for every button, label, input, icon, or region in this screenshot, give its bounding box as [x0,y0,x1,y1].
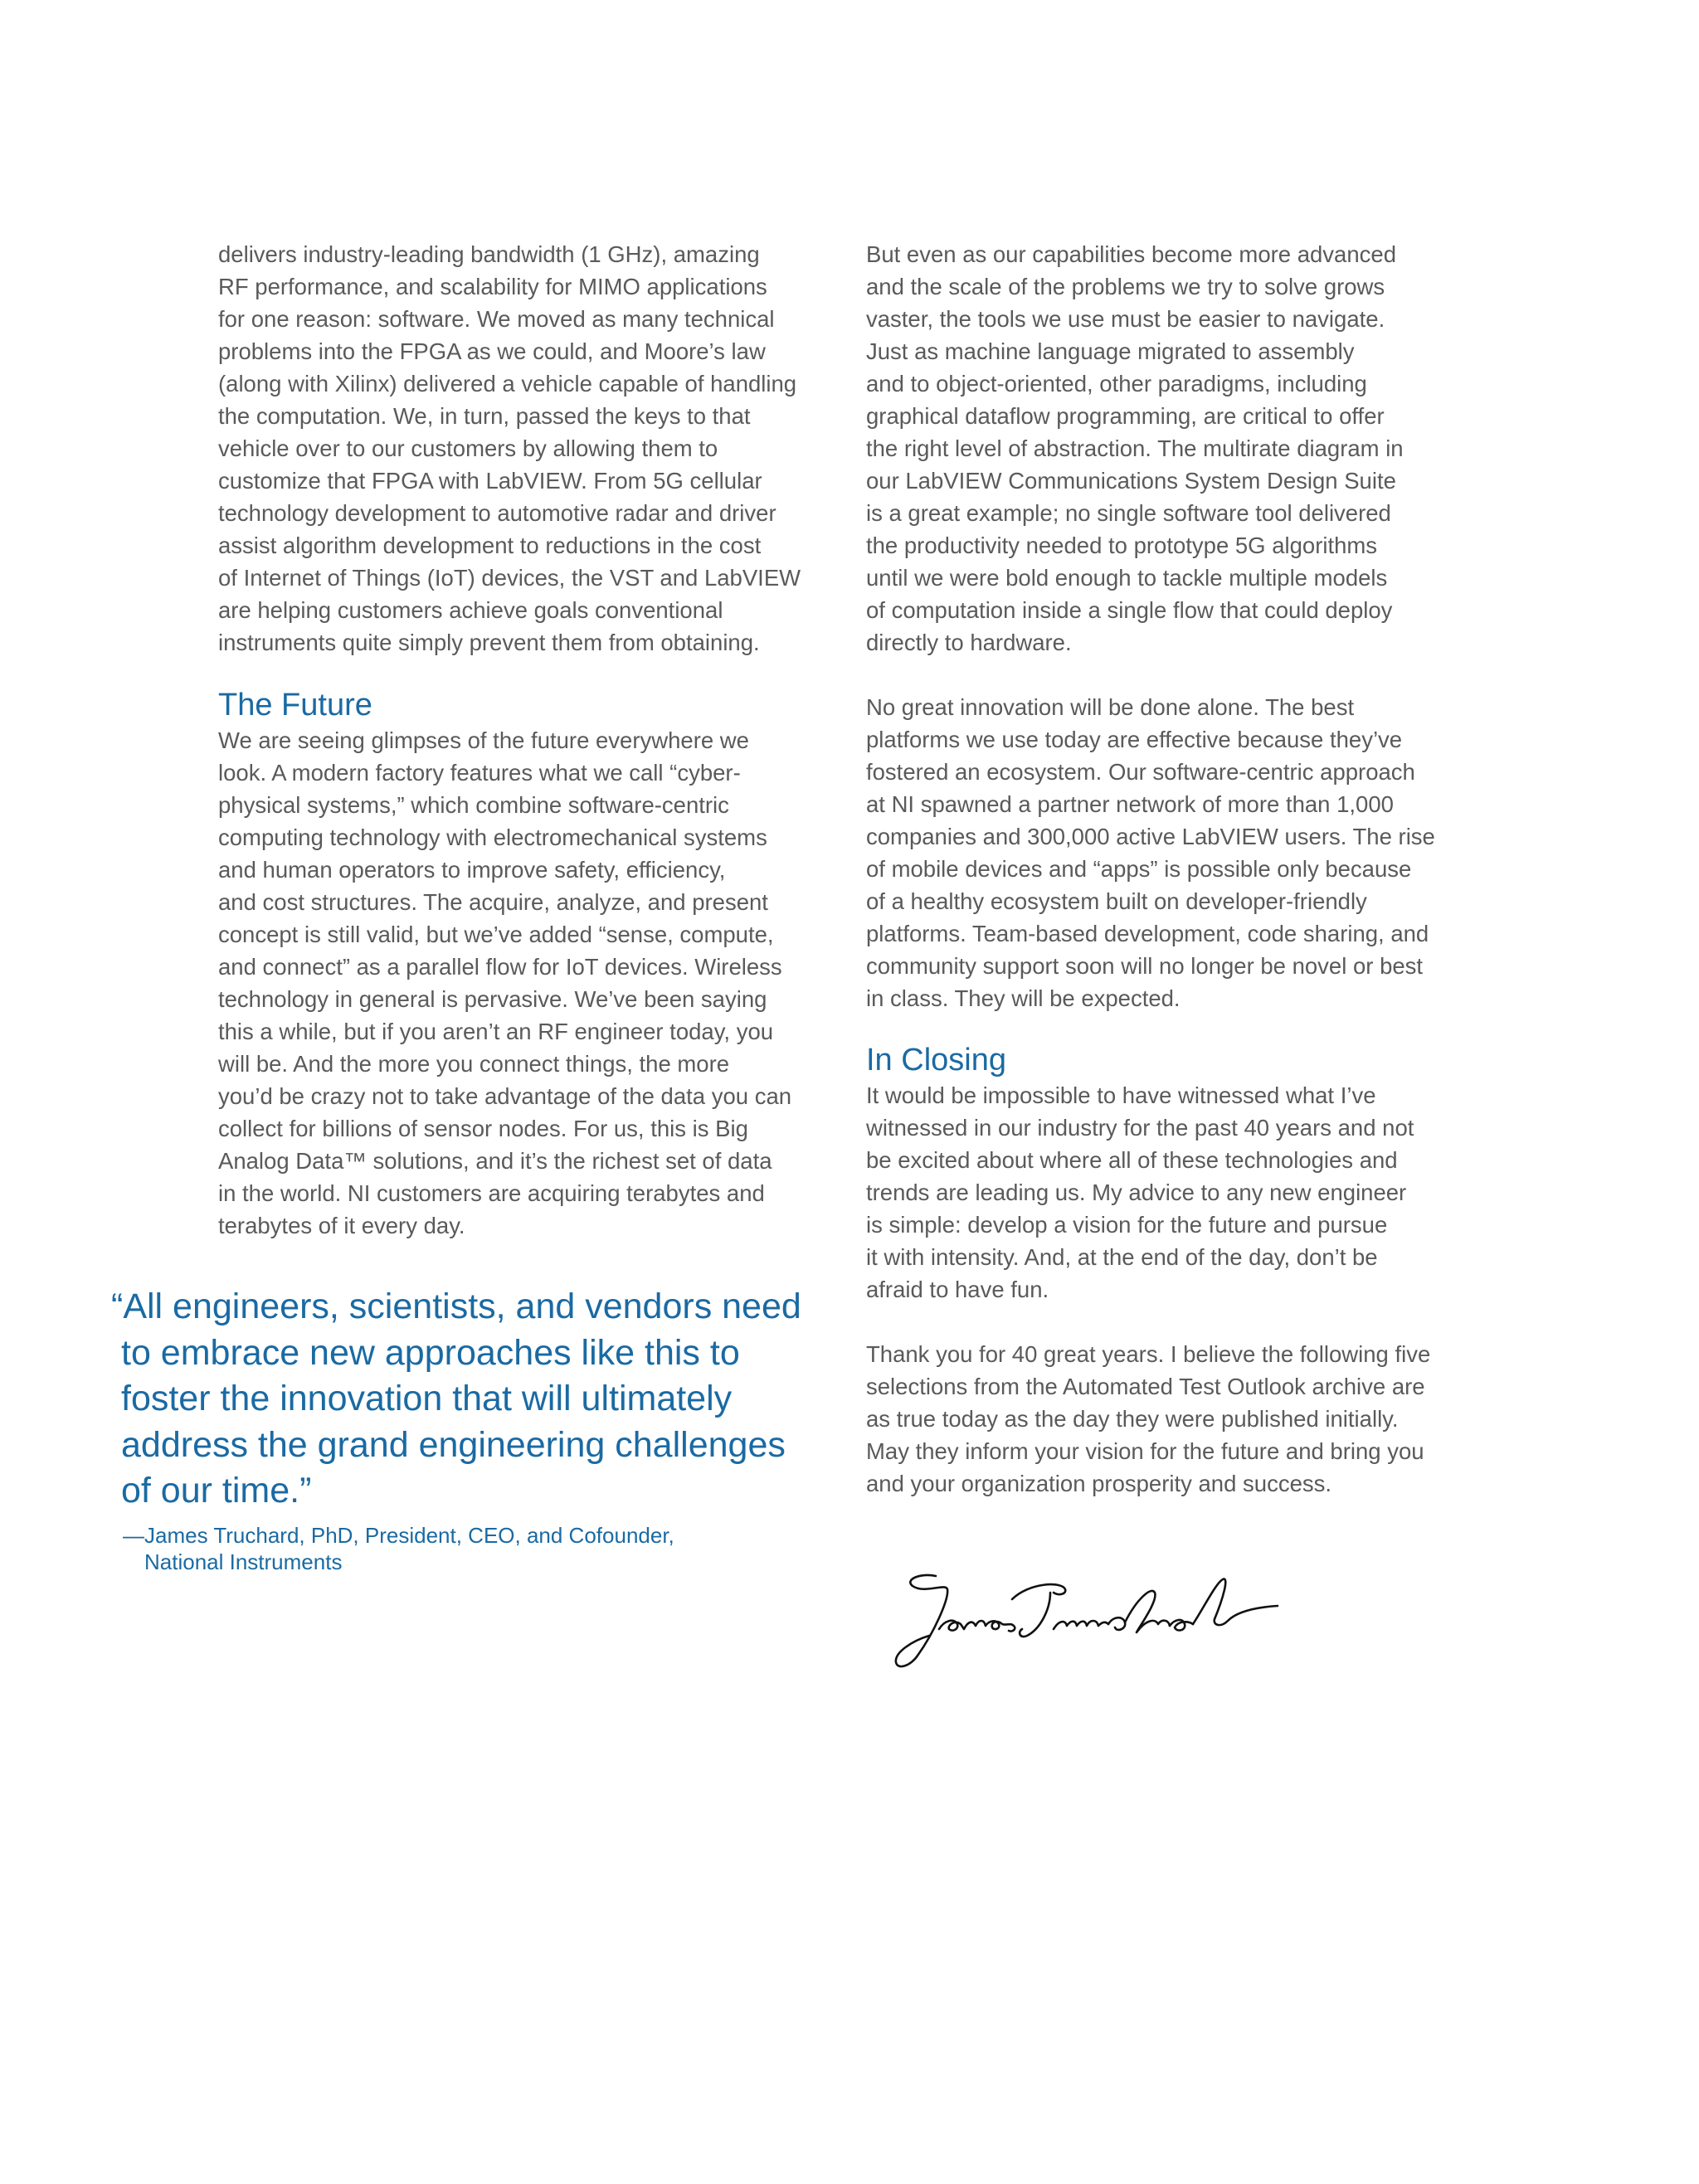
pull-quote-line: “All engineers, scientists, and vendors need [111,1287,801,1326]
text-line: the computation. We, in turn, passed the keys to that [218,403,751,429]
closing-paragraph [866,1079,1497,1306]
text-line: (along with Xilinx) delivered a vehicle capable of handling [218,371,797,396]
text-line: assist algorithm development to reductions in the cost [218,533,762,558]
text-line: No great innovation will be done alone. The best [866,694,1355,720]
text-line: platforms we use today are effective because they’ve [866,727,1403,752]
text-line: of computation inside a single flow that could deploy [866,597,1393,623]
section-heading-future: The Future [218,688,372,722]
text-line: customize that FPGA with LabVIEW. From 5G cellular [218,468,762,494]
pull-quote-line: to embrace new approaches like this to [121,1332,740,1373]
text-line: witnessed in our industry for the past 40 years and not [866,1115,1414,1141]
quote-attribution [123,1522,869,1575]
text-line: Analog Data™ solutions, and it’s the richest set of data [218,1148,772,1174]
text-line: terabytes of it every day. [218,1213,465,1238]
text-line: platforms. Team-based development, code sharing, and [866,921,1429,946]
text-line: community support soon will no longer be novel or best [866,953,1424,979]
text-line: in the world. NI customers are acquiring terabytes and [218,1180,765,1206]
text-line: is simple: develop a vision for the future and pursue [866,1212,1388,1238]
text-line: But even as our capabilities become more advanced [866,241,1396,267]
text-line: physical systems,” which combine software-centric [218,792,729,818]
pull-quote [111,1284,841,1515]
pull-quote-line: of our time.” [121,1471,312,1510]
text-line: fostered an ecosystem. Our software-centric approach [866,759,1415,785]
text-line: and your organization prosperity and success. [866,1471,1332,1496]
text-line: and to object-oriented, other paradigms, including [866,371,1367,396]
text-line: directly to hardware. [866,630,1072,655]
text-line: May they inform your vision for the future and bring you [866,1438,1424,1464]
text-line: at NI spawned a partner network of more than 1,000 [866,791,1394,817]
text-line: are helping customers achieve goals conventional [218,597,723,623]
attribution-line: —James Truchard, PhD, President, CEO, and Cofounder, [123,1523,674,1548]
text-line: We are seeing glimpses of the future everywhere we [218,727,749,753]
text-line: of a healthy ecosystem built on developer-friendly [866,888,1367,914]
text-line: technology in general is pervasive. We’ve been saying [218,986,767,1012]
text-line: concept is still valid, but we’ve added “sense, compute, [218,922,774,947]
text-line: of Internet of Things (IoT) devices, the VST and LabVIEW [218,565,801,591]
text-line: and the scale of the problems we try to solve grows [866,274,1385,299]
pull-quote-line: address the grand engineering challenges [121,1424,786,1465]
text-line: delivers industry-leading bandwidth (1 GHz), amazing [218,241,760,267]
text-line: until we were bold enough to tackle multiple models [866,565,1388,591]
ecosystem-paragraph [866,691,1497,1014]
text-line: look. A modern factory features what we call “cyber- [218,760,741,786]
future-paragraph [218,724,849,1242]
text-line: of mobile devices and “apps” is possible only because [866,856,1412,882]
text-line: graphical dataflow programming, are critical to offer [866,403,1385,429]
text-line: trends are leading us. My advice to any new engineer [866,1180,1407,1205]
signature-image [888,1549,1302,1674]
section-heading-closing: In Closing [866,1043,1006,1077]
text-line: this a while, but if you aren’t an RF engineer today, you [218,1019,774,1044]
text-line: is a great example; no single software tool delivered [866,500,1391,526]
text-line: for one reason: software. We moved as many technical [218,306,775,332]
text-line: will be. And the more you connect things, the more [218,1051,730,1077]
text-line: be excited about where all of these technologies and [866,1147,1398,1173]
intro-paragraph [218,238,849,659]
text-line: It would be impossible to have witnessed what I’ve [866,1082,1376,1108]
text-line: companies and 300,000 active LabVIEW users. The rise [866,824,1435,849]
text-line: problems into the FPGA as we could, and Moore’s law [218,338,766,364]
text-line: afraid to have fun. [866,1277,1049,1302]
left-column [218,238,849,1242]
attribution-line: National Instruments [144,1549,343,1574]
text-line: our LabVIEW Communications System Design Suite [866,468,1396,494]
text-line: the right level of abstraction. The multirate diagram in [866,435,1404,461]
text-line: Just as machine language migrated to assembly [866,338,1355,364]
text-line: and human operators to improve safety, efficiency, [218,857,726,883]
text-line: computing technology with electromechanical systems [218,824,767,850]
text-line: the productivity needed to prototype 5G algorithms [866,533,1378,558]
text-line: Thank you for 40 great years. I believe the following five [866,1341,1431,1367]
text-line: and connect” as a parallel flow for IoT devices. Wireless [218,954,782,980]
text-line: vaster, the tools we use must be easier to navigate. [866,306,1385,332]
text-line: and cost structures. The acquire, analyze, and present [218,889,768,915]
thanks-paragraph [866,1338,1497,1500]
text-line: selections from the Automated Test Outlook archive are [866,1374,1425,1399]
text-line: collect for billions of sensor nodes. For us, this is Big [218,1116,748,1141]
text-line: instruments quite simply prevent them from obtaining. [218,630,760,655]
text-line: as true today as the day they were published initially. [866,1406,1399,1432]
pull-quote-line: foster the innovation that will ultimately [121,1379,733,1418]
right-column [866,238,1497,1500]
text-line: vehicle over to our customers by allowing them to [218,435,718,461]
text-line: RF performance, and scalability for MIMO applications [218,274,767,299]
text-line: technology development to automotive radar and driver [218,500,776,526]
text-line: in class. They will be expected. [866,985,1181,1011]
text-line: it with intensity. And, at the end of the day, don’t be [866,1244,1378,1270]
text-line: you’d be crazy not to take advantage of the data you can [218,1083,792,1109]
abstraction-paragraph [866,238,1497,659]
